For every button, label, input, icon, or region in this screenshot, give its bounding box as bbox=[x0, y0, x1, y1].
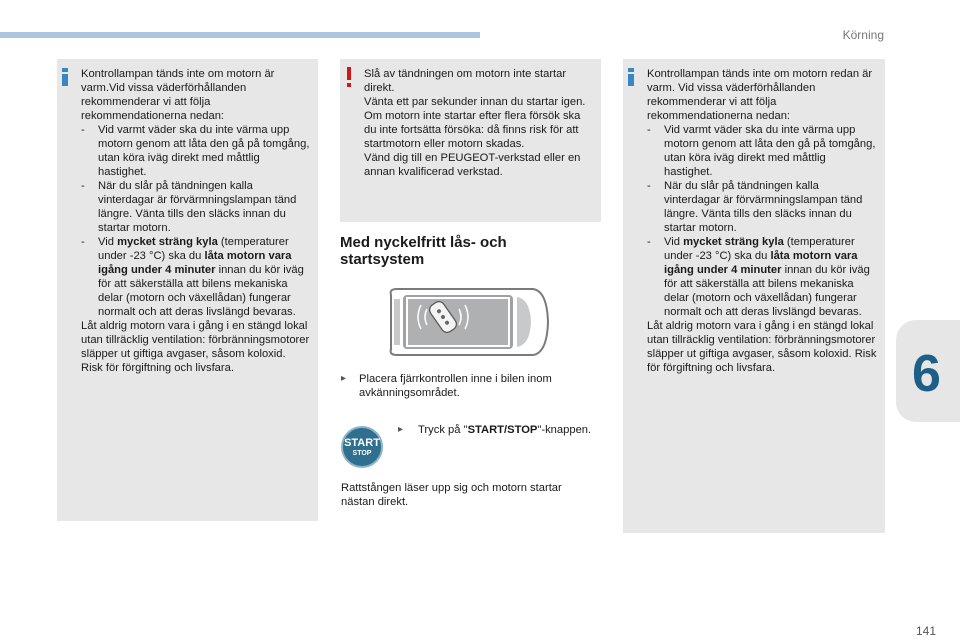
info-icon bbox=[62, 68, 68, 86]
warning-p3: Vänd dig till en PEUGEOT-verkstad eller en annan kvalificerad verkstad. bbox=[364, 152, 581, 178]
list-item: - När du slår på tändningen kalla vinterdagar är förvärmningslampan tänd längre. Vänta tills den släcks innan du startar motorn. bbox=[647, 180, 863, 234]
page-number: 141 bbox=[915, 624, 936, 638]
car-icon bbox=[385, 287, 550, 357]
list-item: - Vid mycket sträng kyla (temperaturer under -23 °C) ska du låta motorn vara igång under 4 minuter innan du kör iväg för att säkerställa att bilens mekaniska delar (motorn och växellådan) fungerar normalt och att deras livslängd bevaras. bbox=[647, 236, 870, 318]
start-stop-button-icon: START STOP bbox=[341, 426, 383, 468]
list-item: - Vid varmt väder ska du inte värma upp motorn genom att låta den gå på tomgång, utan köra iväg direkt med måttlig hastighet. bbox=[81, 124, 310, 178]
keyless-result: Rattstången läser upp sig och motorn startar nästan direkt. bbox=[341, 482, 562, 508]
chapter-number: 6 bbox=[912, 345, 941, 403]
warning-p2: Vänta ett par sekunder innan du startar igen. Om motorn inte startar efter flera försök ska du inte fortsätta försöka: då finns risk för att startmotorn eller motorn skadas. bbox=[364, 96, 586, 150]
info-box-right bbox=[623, 59, 885, 533]
info-icon bbox=[628, 68, 634, 86]
car-top-view-illustration bbox=[385, 287, 550, 357]
triangle-bullet-icon: ▸ bbox=[341, 373, 347, 384]
info-intro: Kontrollampan tänds inte om motorn redan är varm. Vid vissa väderförhållanden rekommenderar vi att följa rekommendationerna nedan: bbox=[647, 68, 873, 122]
header-accent-bar bbox=[0, 32, 480, 38]
list-item: - När du slår på tändningen kalla vinterdagar är förvärmningslampan tänd längre. Vänta tills den släcks innan du startar motorn. bbox=[81, 180, 297, 234]
triangle-bullet-icon: ▸ bbox=[398, 424, 404, 435]
list-item: - Vid varmt väder ska du inte värma upp motorn genom att låta den gå på tomgång, utan köra iväg direkt med måttlig hastighet. bbox=[647, 124, 876, 178]
warning-box bbox=[340, 59, 601, 222]
keyless-step-1: ▸ Placera fjärrkontrollen inne i bilen inom avkänningsområdet. bbox=[341, 373, 552, 399]
info-outro: Låt aldrig motorn vara i gång i en stängd lokal utan tillräcklig ventilation: förbränningsmotorer släpper ut giftiga avgaser, såsom koloxid. Risk för förgiftning och livsfara. bbox=[81, 320, 310, 374]
keyless-step-2: ▸ Tryck på "START/STOP"-knappen. bbox=[398, 424, 592, 436]
keyless-heading: Med nyckelfritt lås- och startsystem bbox=[340, 234, 507, 268]
chapter-tab bbox=[896, 320, 960, 422]
section-title: Körning bbox=[842, 28, 884, 42]
info-box-left bbox=[57, 59, 318, 521]
list-item: - Vid mycket sträng kyla (temperaturer under -23 °C) ska du låta motorn vara igång under 4 minuter innan du kör iväg för att säkerställa att bilens mekaniska delar (motorn och växellådan) fungerar normalt och att deras livslängd bevaras. bbox=[81, 236, 304, 318]
info-intro: Kontrollampan tänds inte om motorn är varm.Vid vissa väderförhållanden rekommenderar vi att följa rekommendationerna nedan: bbox=[81, 68, 275, 122]
info-outro: Låt aldrig motorn vara i gång i en stängd lokal utan tillräcklig ventilation: förbränningsmotorer släpper ut giftiga avgaser, såsom koloxid. Risk för förgiftning och livsfara. bbox=[647, 320, 877, 374]
warning-p1: Slå av tändningen om motorn inte startar direkt. bbox=[364, 68, 567, 94]
